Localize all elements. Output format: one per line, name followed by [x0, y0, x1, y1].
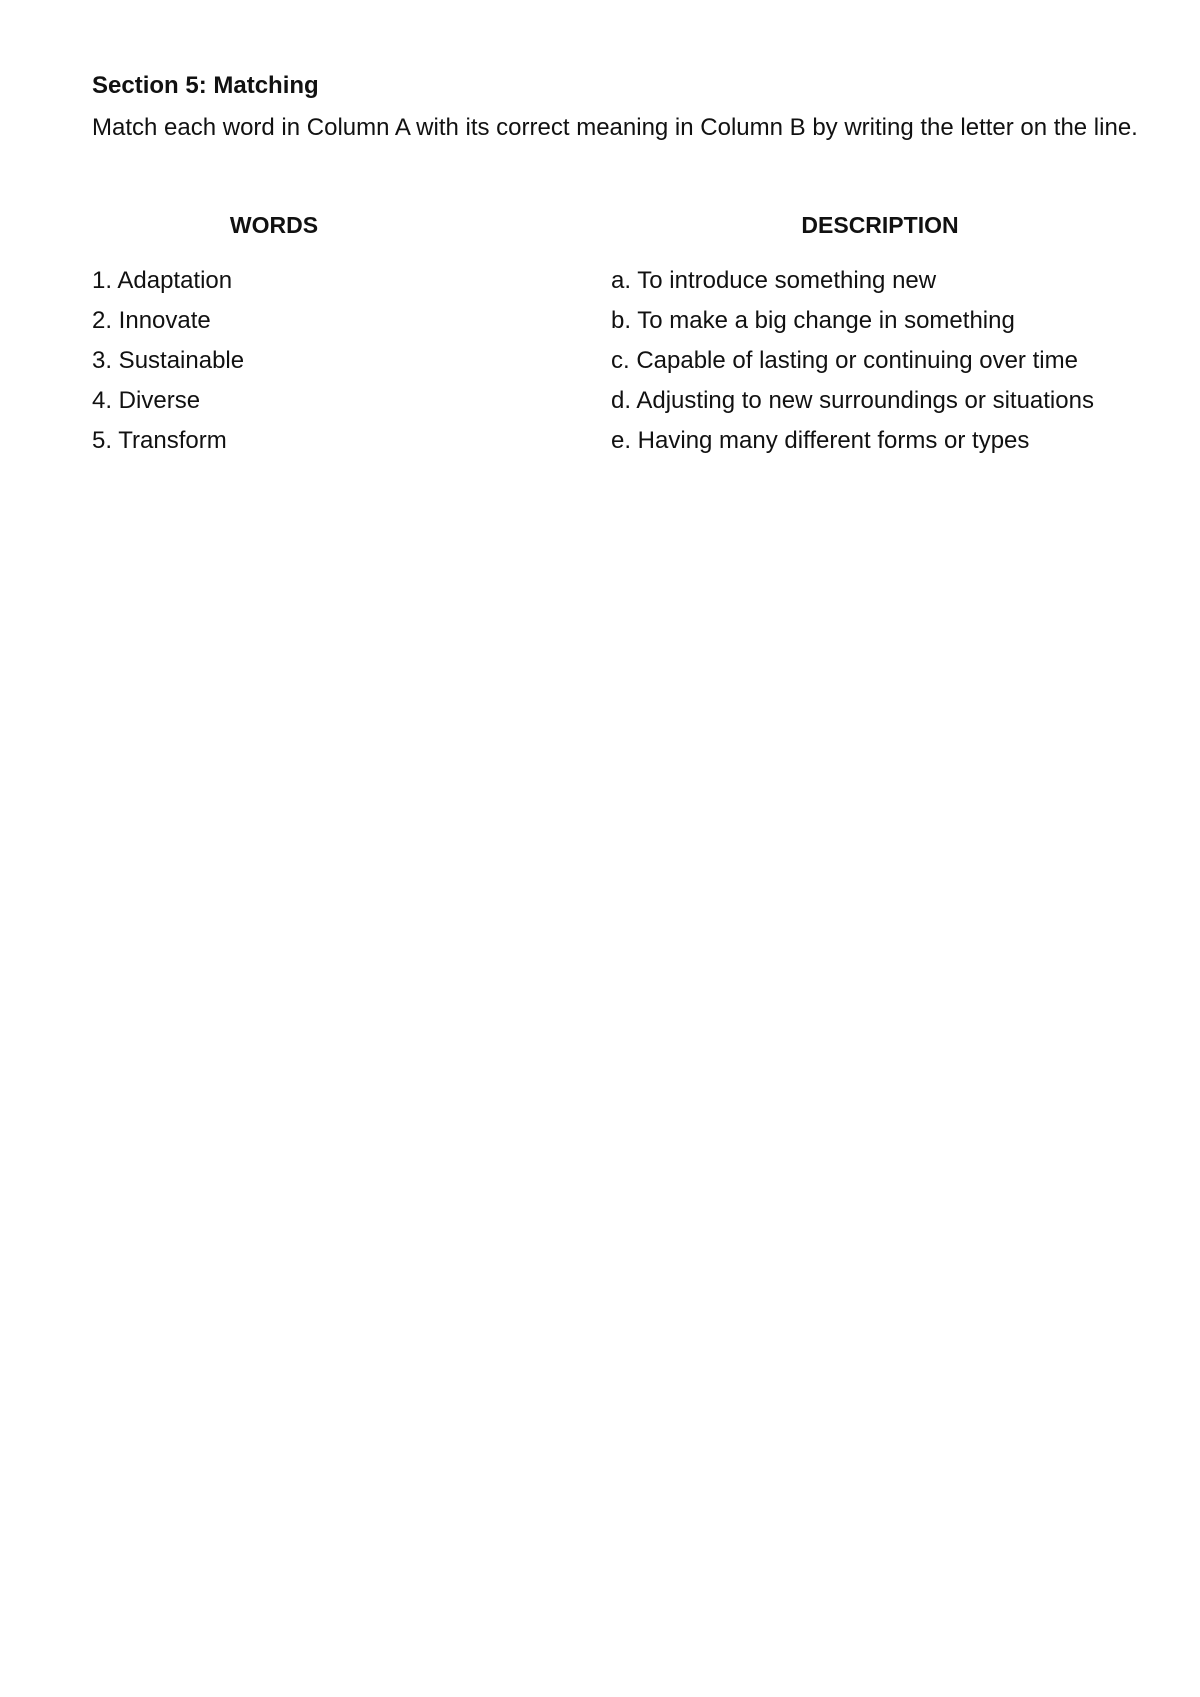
word-item: 4. Diverse — [92, 387, 201, 414]
description-column-header: DESCRIPTION — [801, 212, 959, 238]
word-item: 3. Sustainable — [92, 347, 245, 374]
description-item: c. Capable of lasting or continuing over time — [611, 347, 1078, 374]
section-title: Section 5: Matching — [92, 72, 319, 99]
description-item: e. Having many different forms or types — [611, 427, 1030, 454]
description-item: d. Adjusting to new surroundings or situations — [611, 387, 1094, 414]
word-item: 1. Adaptation — [92, 267, 233, 294]
descriptions-column — [611, 266, 1094, 466]
words-column — [92, 266, 244, 466]
word-item: 2. Innovate — [92, 307, 211, 334]
instructions: Match each word in Column A with its correct meaning in Column B by writing the letter on the line. — [92, 114, 1138, 141]
words-column-header: WORDS — [229, 212, 319, 238]
word-item: 5. Transform — [92, 427, 227, 454]
description-item: a. To introduce something new — [611, 267, 937, 294]
description-item: b. To make a big change in something — [611, 307, 1015, 334]
